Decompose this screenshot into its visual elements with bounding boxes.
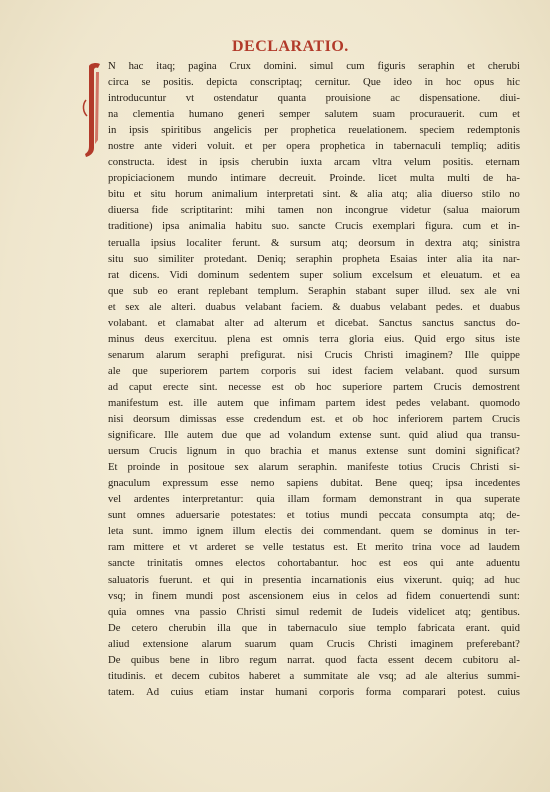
text-line: leta sunt. immo ignem illum electis dei commendant. quem se dominus in ter- (108, 525, 520, 538)
text-line: N hac itaq; pagina Crux domini. simul cum figuris seraphin et cherubi (108, 60, 520, 72)
text-line: De quibus bene in libro regum narrat. quod facta essent decem cubitoru al- (108, 653, 520, 666)
text-line: manifestum est. ille autem que infimam partem idest pedes velabant. quomodo (108, 396, 520, 409)
text-line: que sub eo erant replebant templum. Seraphin stabant super illud. sex ale vni (108, 284, 520, 297)
text-line: quia omnes vna passio Christi simul redemit de Iudeis videlicet atq; gentibus. (108, 605, 520, 618)
text-line: volabant. et clamabat alter ad alterum et dicebat. Sanctus sanctus sanctus do- (108, 316, 520, 329)
text-line: circa se positis. depicta conscriptaq; cernitur. Que ideo in hoc opus hic (108, 76, 520, 89)
text-line: saluatoris fuerunt. et qui in presentia incarnationis eius vixerunt. quiq; ad huc (108, 573, 520, 586)
text-line: ad caput erecte sint. necesse est ob hoc superiore partem Crucis demostrent (108, 380, 520, 393)
text-line: in ipsis spiritibus angelicis per prophetica reuelationem. speciem redemptonis (108, 124, 520, 137)
text-line: gnaculum expressum esse nemo sapiens dubitat. Bene queq; ipsa incedentes (108, 477, 520, 490)
text-line: sunt omnes aduersarie potestates: et totius mundi peccata consumpta atq; de- (108, 509, 520, 522)
text-line: senarum alarum seraphi prefigurat. nisi Crucis Christi imaginem? Ille quippe (108, 348, 520, 361)
text-line: uersum Crucis lignum in quo brachia et manus extense sunt domini significat? (108, 445, 520, 458)
text-line: bitu et situ horum animalium interpretati sint. & alia atq; alia diuerso stilo no (108, 188, 520, 201)
text-line: significare. Ille autem due que ad volandum extense sunt. quid aliud qua transu- (108, 429, 520, 442)
text-line: nostre ante videri voluit. et per opera prophetica in tabernaculi templiq; aditis (108, 140, 520, 153)
text-line: et sex ale alteri. duabus velabant faciem. & duabus velabant pedes. et duabus (108, 300, 520, 313)
text-line: situ suo similiter protedant. Deniq; seraphin propheta Esaias inter alia ita nar- (108, 252, 520, 265)
text-line: diuersa fide scriptitarint: mihi tamen non incongrue videtur (salua maiorum (108, 204, 520, 217)
text-line: titudinis. et decem cubitos haberet a summitate ale vsq; ad ale alterius summi- (108, 669, 520, 682)
text-line: traditione) ipsa animalia habitu suo. sancte Crucis exemplari figura. cum et in- (108, 220, 520, 233)
text-line: ram mittere et vt arderet se velle testatus est. Et merito trina voce ad laudem (108, 541, 520, 554)
text-line: introducuntur vt ostendatur quanta prouisione ac dispensatione. diui- (108, 92, 520, 105)
text-body (108, 58, 520, 700)
text-line: vel ardentes interpretantur: quia illam formam demonstrant in qua superate (108, 493, 520, 506)
text-line: nisi deorsum dimissas esse credendum est. et ob hoc inferiorem partem Crucis (108, 413, 520, 426)
text-line: Et proinde in positoue sex alarum seraphin. manifeste totius Crucis Christi si- (108, 461, 520, 474)
text-line: propiciacionem mundo intimare decreuit. Proinde. licet multa multi de ha- (108, 172, 520, 185)
section-heading: DECLARATIO. (232, 38, 349, 55)
illuminated-initial (80, 60, 106, 160)
text-line: terualla ipsius localiter ferunt. & sursum atq; deorsum in dextra atq; sinistra (108, 236, 520, 249)
text-line: vsq; in finem mundi post ascensionem eius in celos ad fidem conuertendi sunt: (108, 589, 520, 602)
text-line: rat dicens. Vidi dominum sedentem super solium excelsum et eleuatum. et ea (108, 268, 520, 281)
text-line: sancte trinitatis omnes electos cohortabantur. hoc est eos qui ante aduentu (108, 557, 520, 570)
text-line: tatem. Ad cuius etiam instar humani corporis forma comparari potest. cuius (108, 685, 520, 698)
text-line: ale que superiorem partem corporis sui idest faciem velabant. quod sursum (108, 364, 520, 377)
text-line: minus deus exercituu. plena est omnis terra gloria eius. Quid ergo situs iste (108, 332, 520, 345)
text-line: constructa. idest in ipsis cherubin iuxta arcam vltra velum positis. eternam (108, 156, 520, 169)
text-line: aliud extensione alarum suarum quam Crucis Christi imaginem preferebant? (108, 637, 520, 650)
text-line: na clementia humano generi semper salutem suam procurauerit. cum et (108, 108, 520, 121)
text-line: De cetero cherubin illa que in tabernaculo siue templo fabricata erant. quid (108, 621, 520, 634)
